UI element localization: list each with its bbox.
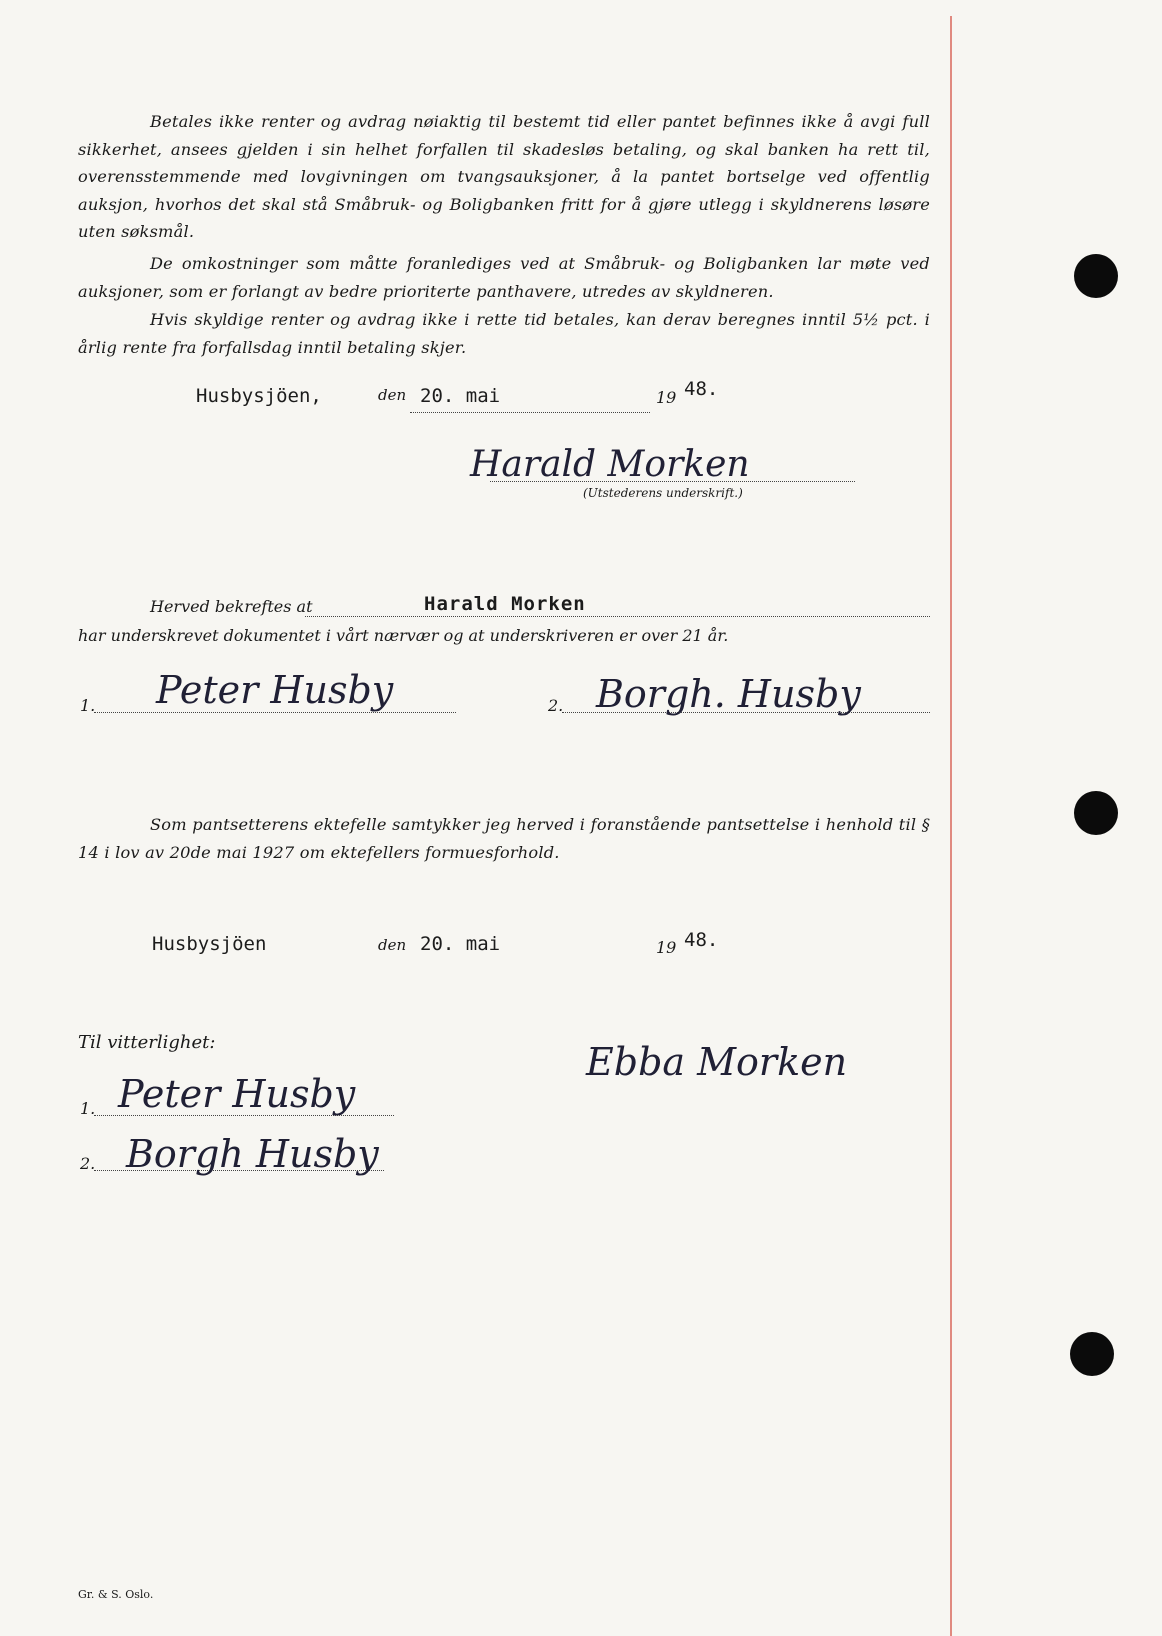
witness-signature: Borgh Husby: [126, 1132, 379, 1176]
clause-text: De omkostninger som måtte foranlediges ved at Småbruk- og Boligbanken lar møte ved auksjoner, som er forlangt av bedre prioriterte panthavere, utredes av skyldneren.: [78, 254, 930, 301]
date-label: den: [378, 386, 407, 404]
punch-hole: [1074, 254, 1118, 298]
place-name: Husbysjöen: [152, 933, 267, 955]
witness-number: 2.: [548, 696, 564, 715]
year-suffix: 48.: [684, 378, 719, 400]
date-value: 20. mai: [420, 385, 501, 407]
date-label: den: [378, 936, 407, 954]
spouse-signature: Ebba Morken: [586, 1040, 848, 1084]
printer-mark: Gr. & S. Oslo.: [78, 1588, 154, 1601]
date-value: 20. mai: [420, 933, 501, 955]
signature-dotline: [490, 481, 855, 482]
clause-default-terms: [78, 108, 930, 246]
confirmation-lead: Herved bekreftes at: [150, 597, 313, 616]
consent-text: Som pantsetterens ektefelle samtykker jeg herved i foranstående pantsettelse i henhold til § 14 i lov av 20de mai 1927 om ektefellers formuesforhold.: [78, 815, 930, 862]
confirmation-dotline: [305, 616, 930, 617]
witness-signature: Borgh. Husby: [596, 672, 861, 716]
witness-signature: Peter Husby: [156, 668, 394, 712]
witness-signature: Peter Husby: [118, 1072, 356, 1116]
margin-rule: [950, 16, 952, 1636]
clause-interest: [78, 306, 930, 361]
place-name: Husbysjöen,: [196, 385, 322, 407]
clause-text: Betales ikke renter og avdrag nøiaktig til bestemt tid eller pantet befinnes ikke å avgi full sikkerhet, ansees gjelden i sin helhet forfallen til skadesløs betaling, og skal banken ha rett til, overensstemmende med lovgivningen om tvangsauksjoner, å la pantet bortselge ved offentlig auksjon, hvorhos det skal stå Småbruk- og Boligbanken fritt for å gjøre utlegg i skyldnerens løsøre uten søksmål.: [78, 112, 930, 241]
spouse-consent: [78, 811, 930, 866]
attestation-heading: Til vitterlighet:: [78, 1032, 216, 1053]
witness-dotline: [94, 712, 456, 713]
confirmation-name: Harald Morken: [424, 593, 586, 615]
date-dotline: [410, 412, 650, 413]
witness-number: 1.: [80, 696, 96, 715]
year-prefix: 19: [656, 938, 677, 957]
issuer-signature: Harald Morken: [470, 444, 750, 485]
year-suffix: 48.: [684, 929, 719, 951]
confirmation-statement: har underskrevet dokumentet i vårt nærvær og at underskriveren er over 21 år.: [78, 626, 729, 645]
clause-auction-costs: [78, 250, 930, 305]
punch-hole: [1074, 791, 1118, 835]
punch-hole: [1070, 1332, 1114, 1376]
witness-number: 2.: [80, 1154, 96, 1173]
signature-caption: (Utstederens underskrift.): [583, 486, 743, 500]
year-prefix: 19: [656, 388, 677, 407]
clause-text: Hvis skyldige renter og avdrag ikke i rette tid betales, kan derav beregnes inntil 5½ pct. i årlig rente fra forfallsdag inntil betaling skjer.: [78, 310, 930, 357]
witness-number: 1.: [80, 1099, 96, 1118]
